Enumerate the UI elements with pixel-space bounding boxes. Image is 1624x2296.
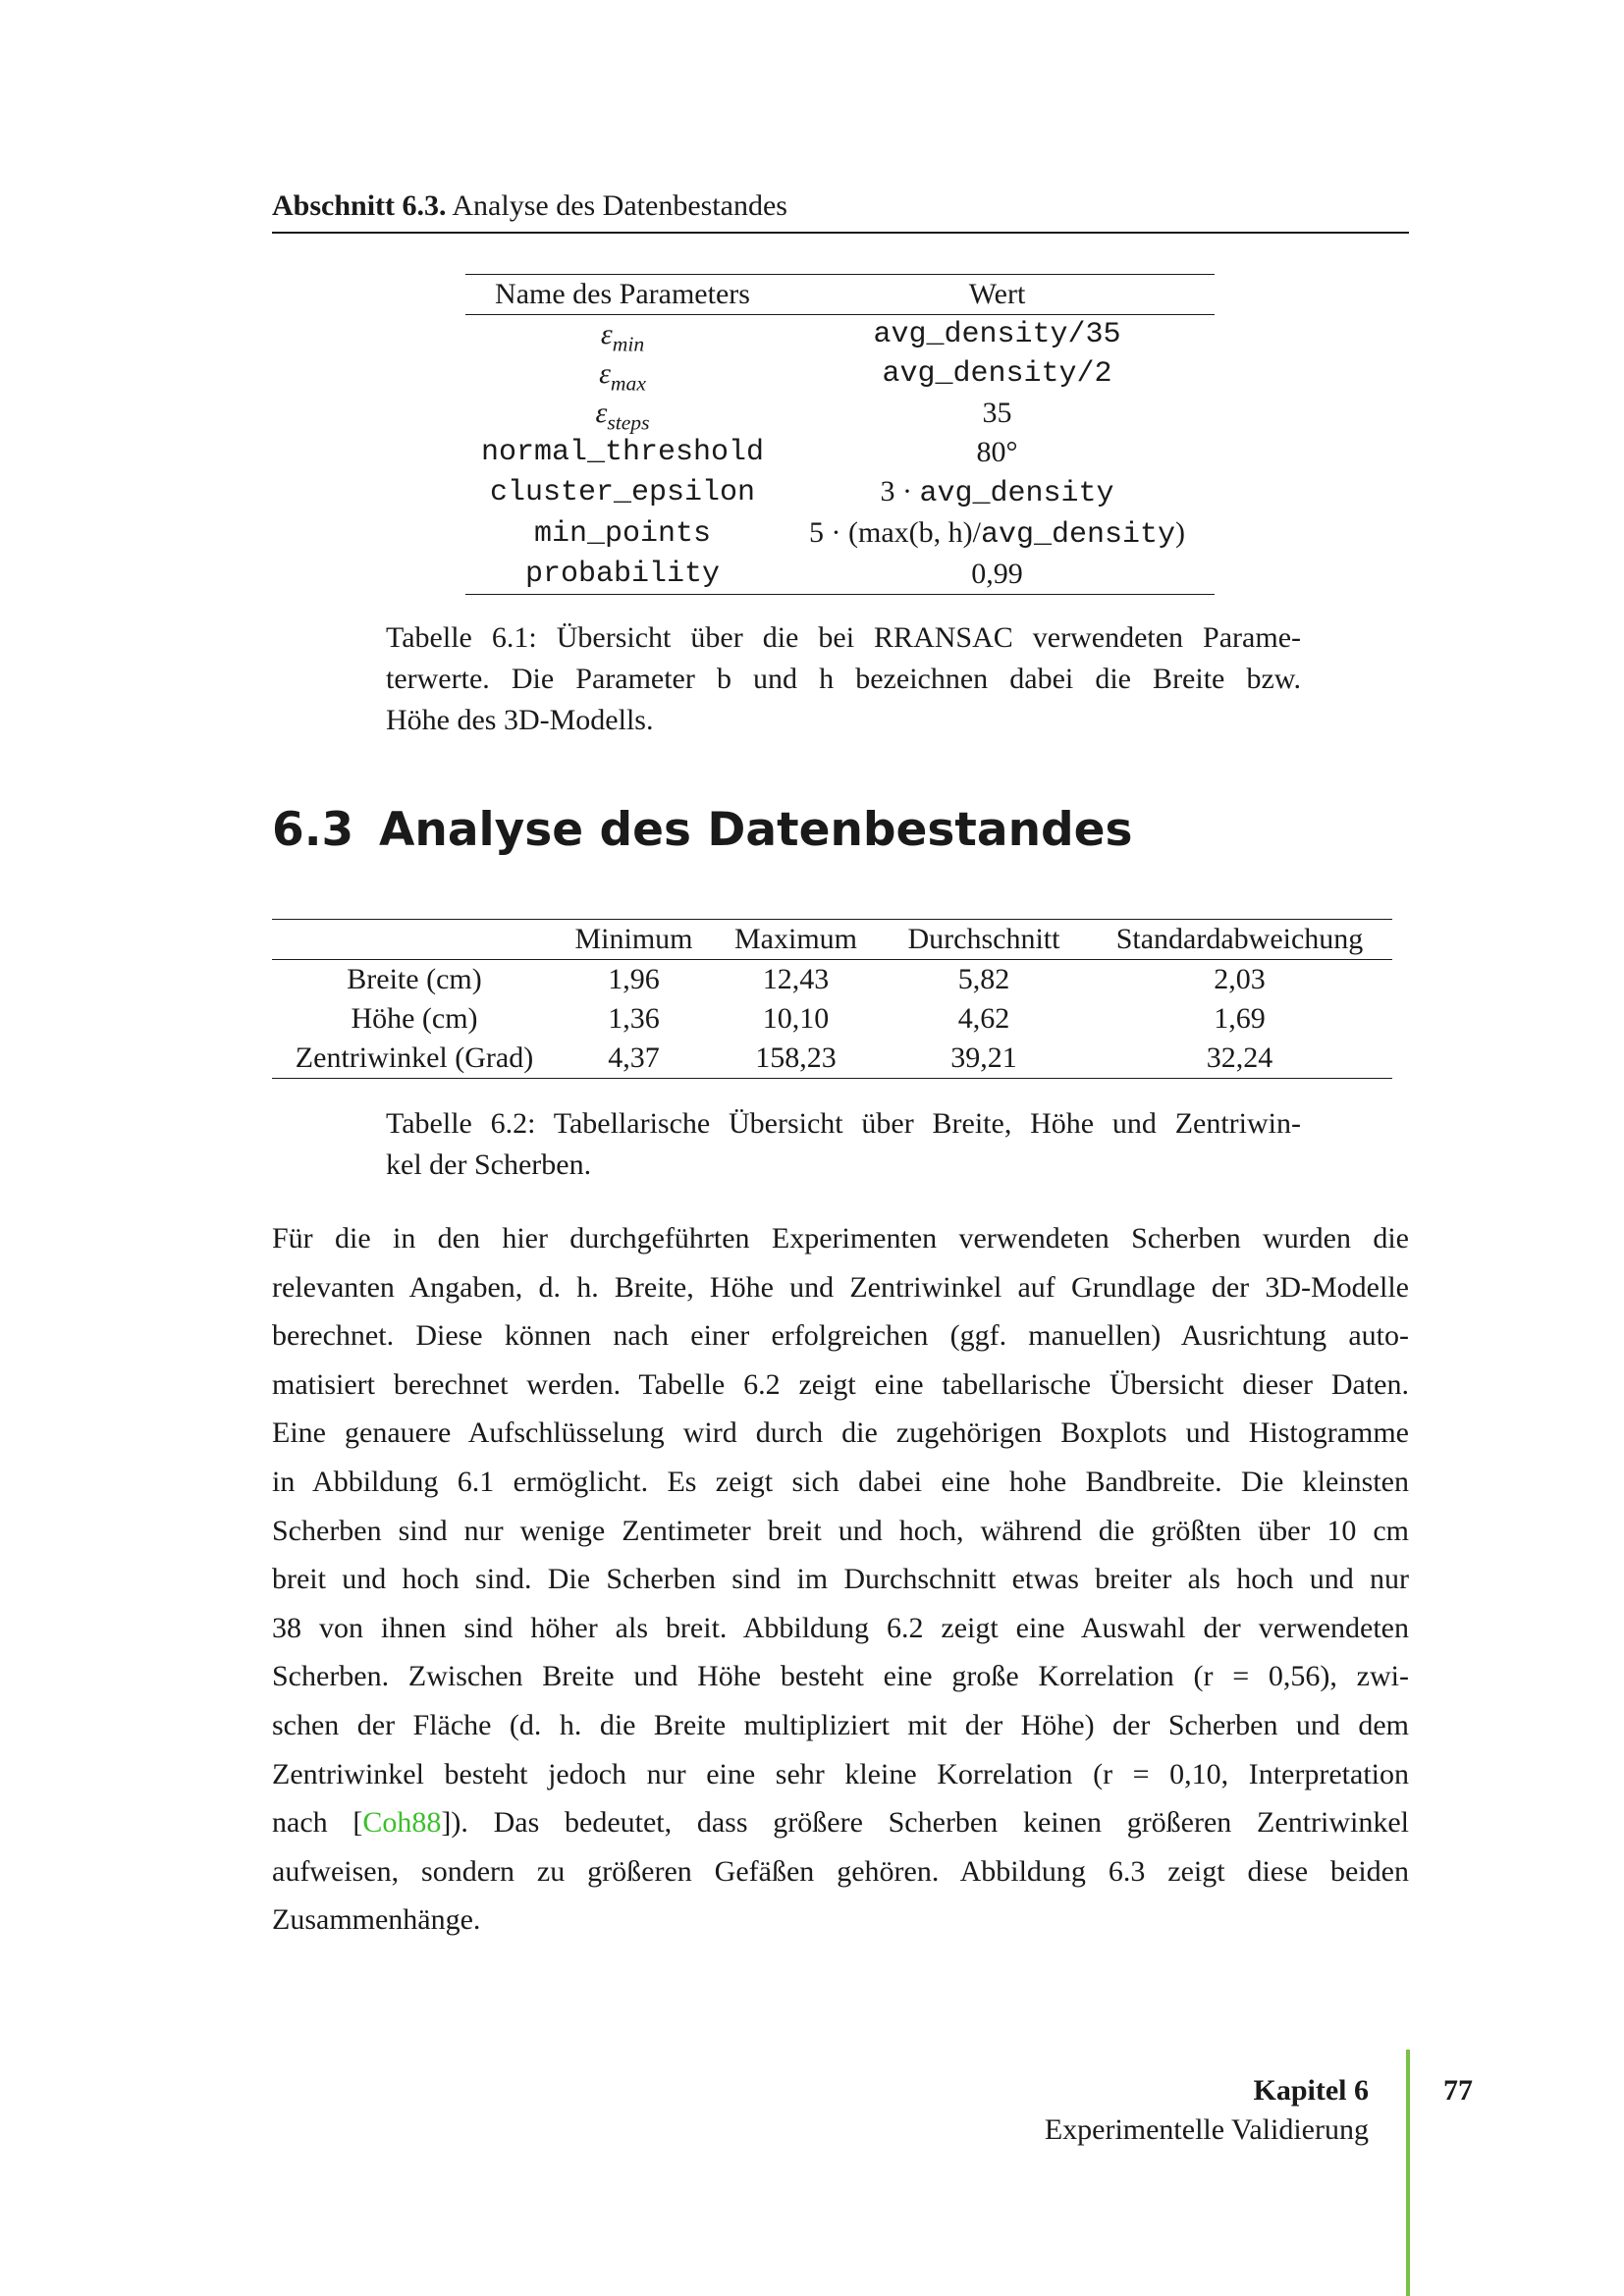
parameter-value: 5 · (max(b, h)/avg_density) [809,516,1185,552]
paragraph-line: Zusammenhänge. [272,1903,481,1937]
table-row [465,433,1215,472]
parameter-value: 80° [976,436,1018,468]
column-header: Durchschnitt [907,923,1060,955]
paragraph-line: nach [Coh88]). Das bedeutet, dass größere Scherben keinen größeren Zentriwinkel [272,1806,1409,1840]
parameter-value: 35 [982,397,1012,429]
caption-line: Tabelle 6.2: Tabellarische Übersicht über Breite, Höhe und Zentriwin- [386,1107,1301,1140]
parameter-name: normal_threshold [480,436,765,469]
paragraph-line: Eine genauere Aufschlüsselung wird durch die zugehörigen Boxplots und Histogramme [272,1416,1409,1450]
paragraph-line: breit und hoch sind. Die Scherben sind im Durchschnitt etwas breiter als hoch und nur [272,1563,1409,1596]
paragraph-line: Für die in den hier durchgeführten Experimenten verwendeten Scherben wurden die [272,1222,1409,1255]
parameter-value: avg_density/2 [882,357,1112,391]
table-cell: 4,62 [957,1002,1010,1035]
table-cell: 39,21 [950,1041,1017,1074]
running-header [272,187,1409,234]
table-caption-6-2 [386,1103,1301,1186]
paragraph-line: schen der Fläche (d. h. die Breite multipliziert mit der Höhe) der Scherben und dem [272,1708,1409,1741]
paragraph-line: relevanten Angaben, d. h. Breite, Höhe und Zentriwinkel auf Grundlage der 3D-Modelle [272,1270,1409,1304]
table-cell: 158,23 [755,1041,837,1074]
table-cell: 1,36 [608,1002,660,1035]
body-paragraph [272,1214,1409,1945]
table-cell: 4,37 [608,1041,660,1074]
table-row [272,999,1392,1039]
caption-line: kel der Scherben. [386,1148,592,1181]
footer-chapter [1045,2071,1369,2150]
statistics-table [272,919,1392,1079]
table-cell: 1,96 [608,963,660,995]
caption-line: Tabelle 6.1: Übersicht über die bei RRANSAC verwendeten Parame- [386,621,1301,654]
running-header-title: Analyse des Datenbestandes [452,189,787,222]
column-header: Minimum [574,923,693,955]
section-number: 6.3 [272,803,354,857]
parameter-value: 0,99 [971,558,1023,590]
table-cell: 12,43 [762,963,830,995]
running-header-label: Abschnitt 6.3. [272,189,447,222]
parameter-name: min_points [533,517,712,551]
table-cell: 2,03 [1214,963,1266,995]
column-header [272,920,557,960]
table-caption-6-1 [386,617,1301,741]
citation-link-coh88[interactable]: Coh88 [362,1806,442,1840]
table-header-row [272,920,1392,960]
paragraph-line: 38 von ihnen sind höher als breit. Abbildung 6.2 zeigt eine Auswahl der verwendeten [272,1611,1409,1644]
parameter-name: $\varepsilon_{max}$ [599,357,646,396]
caption-line: terwerte. Die Parameter b und h bezeichnen dabei die Breite bzw. [386,663,1301,695]
table-row [465,354,1215,394]
column-header: Wert [968,278,1026,310]
parameter-value: avg_density/35 [873,318,1121,351]
section-title: Analyse des Datenbestandes [379,803,1133,857]
paragraph-line: Scherben. Zwischen Breite und Höhe besteht eine große Korrelation (r = 0,56), zwi- [272,1660,1409,1693]
caption-line: Höhe des 3D-Modells. [386,704,654,736]
paragraph-line: aufweisen, sondern zu größeren Gefäßen gehören. Abbildung 6.3 zeigt diese beiden [272,1854,1409,1888]
paragraph-line: in Abbildung 6.1 ermöglicht. Es zeigt sich dabei eine hohe Bandbreite. Die kleinsten [272,1465,1409,1498]
row-label: Breite (cm) [347,963,482,995]
paragraph-line: Scherben sind nur wenige Zentimeter breit und hoch, während die größten über 10 cm [272,1514,1409,1547]
table-cell: 1,69 [1214,1002,1266,1035]
row-label: Höhe (cm) [351,1002,478,1035]
table-row [272,1039,1392,1079]
footer-chapter-label: Kapitel 6 [1253,2074,1369,2107]
parameter-name: $\varepsilon_{min}$ [600,318,645,356]
table-row [465,555,1215,595]
table-cell: 10,10 [762,1002,830,1035]
paragraph-line: berechnet. Diese können nach einer erfolgreichen (ggf. manuellen) Ausrichtung auto- [272,1319,1409,1353]
table-row [465,394,1215,433]
table-row [465,472,1215,513]
footer-chapter-title: Experimentelle Validierung [1044,2113,1369,2146]
table-header-row [465,275,1215,315]
parameter-value: 3 · avg_density [880,475,1114,510]
parameter-name: probability [524,558,721,591]
column-header: Standardabweichung [1115,923,1364,955]
paragraph-line: matisiert berechnet werden. Tabelle 6.2 zeigt eine tabellarische Übersicht dieser Daten. [272,1367,1409,1401]
table-row [465,513,1215,555]
parameter-table [465,274,1215,595]
parameter-name: $\varepsilon_{steps}$ [595,397,650,435]
table-cell: 5,82 [957,963,1010,995]
table-row [272,960,1392,1000]
column-header: Maximum [734,923,857,955]
row-label: Zentriwinkel (Grad) [295,1041,534,1074]
page-number: 77 [1443,2074,1473,2107]
footer-divider [1406,2050,1410,2296]
parameter-name: cluster_epsilon [489,476,756,509]
section-heading [272,803,1133,858]
table-cell: 32,24 [1206,1041,1273,1074]
paragraph-line: Zentriwinkel besteht jedoch nur eine sehr kleine Korrelation (r = 0,10, Interpretation [272,1757,1409,1790]
column-header: Name des Parameters [495,278,750,310]
table-row [465,315,1215,355]
